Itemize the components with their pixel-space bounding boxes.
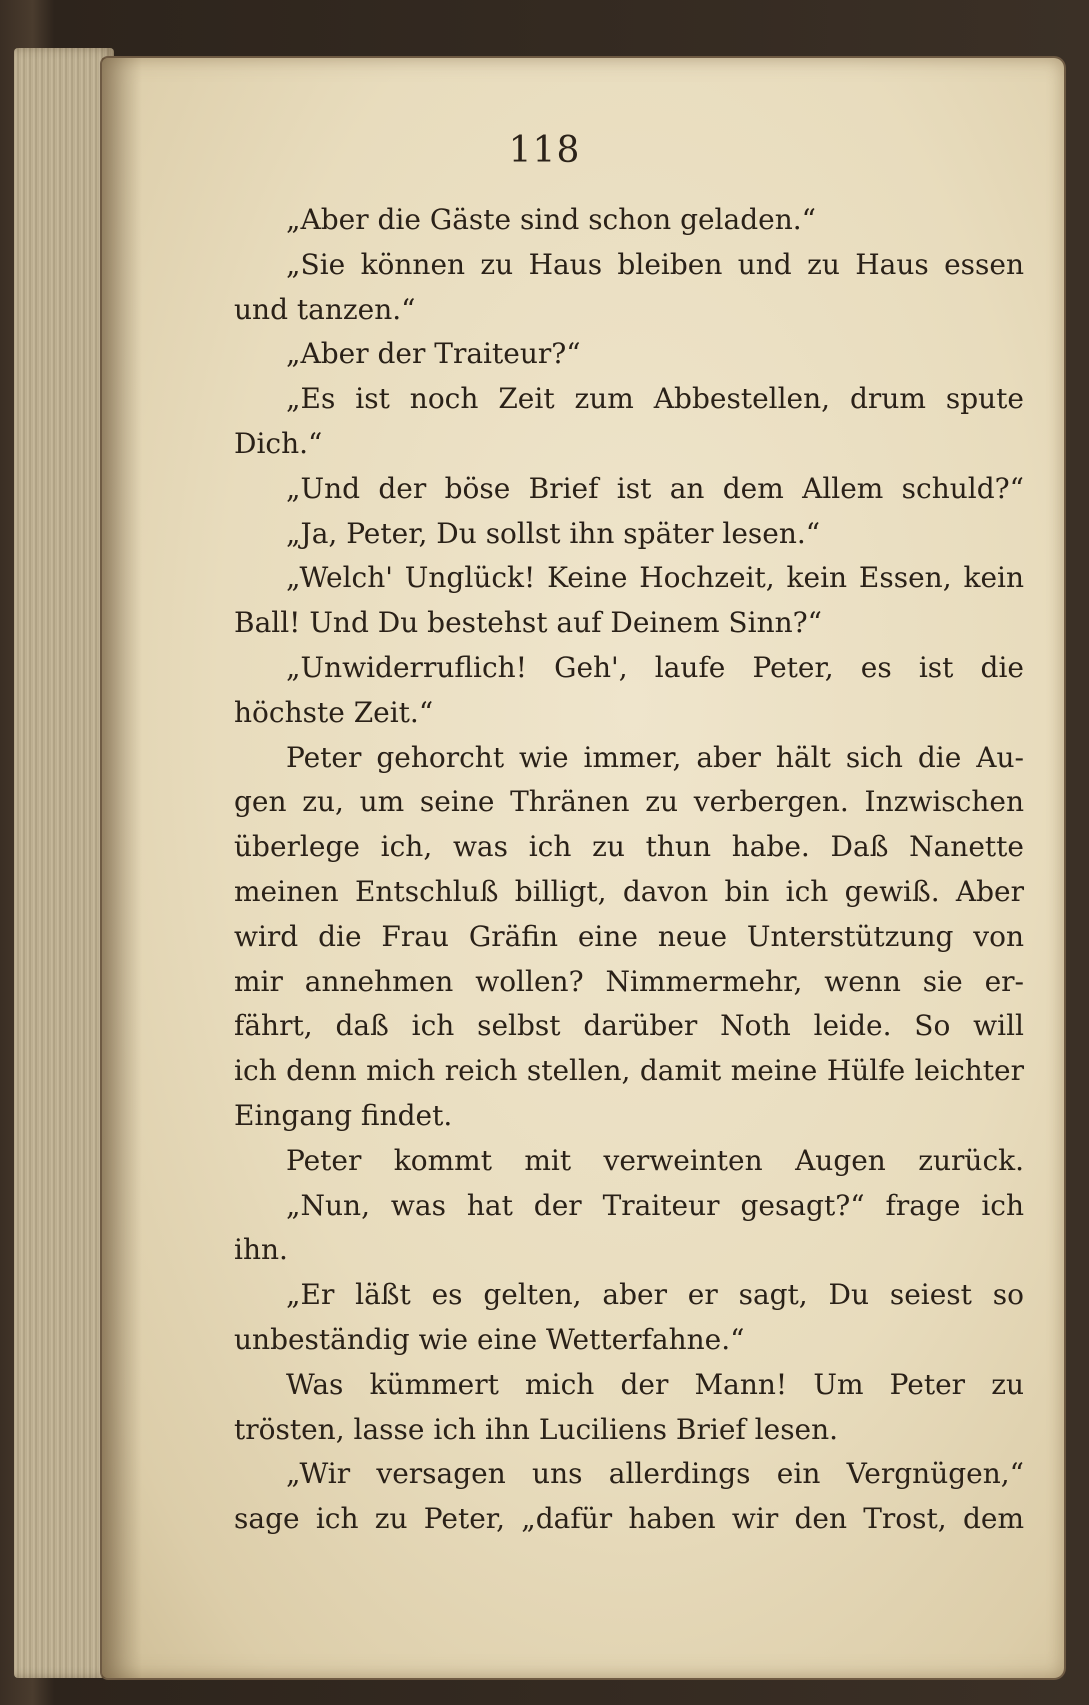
text-line: ich denn mich reich stellen, damit meine Hülfe leichter <box>234 1054 1024 1088</box>
text-line: Was kümmert mich der Mann! Um Peter zu <box>286 1367 1024 1401</box>
text-line: ihn. <box>234 1233 288 1267</box>
text-line: „Aber die Gäste sind schon geladen.“ <box>286 203 816 236</box>
text-line: „Es ist noch Zeit zum Abbestellen, drum spute <box>286 382 1024 416</box>
text-line: meinen Entschluß billigt, davon bin ich gewiß. Aber <box>234 874 1024 908</box>
text-line: Eingang findet. <box>234 1098 453 1132</box>
text-line: trösten, lasse ich ihn Luciliens Brief lesen. <box>234 1412 839 1446</box>
text-line: höchste Zeit.“ <box>234 695 434 729</box>
text-line: Ball! Und Du bestehst auf Deinem Sinn?“ <box>234 606 822 640</box>
text-line: „Nun, was hat der Traiteur gesagt?“ frage ich <box>286 1188 1024 1222</box>
text-line: „Aber der Traiteur?“ <box>286 337 581 371</box>
text-line: „Er läßt es gelten, aber er sagt, Du seiest so <box>286 1278 1024 1312</box>
text-line: Dich.“ <box>234 426 323 460</box>
text-line: mir annehmen wollen? Nimmermehr, wenn sie er- <box>234 964 1024 998</box>
text-line: gen zu, um seine Thränen zu verbergen. Inzwischen <box>234 785 1024 819</box>
page-fore-edge <box>14 48 114 1678</box>
text-line: „Wir versagen uns allerdings ein Vergnügen,“ <box>286 1457 1024 1491</box>
text-line: „Welch' Unglück! Keine Hochzeit, kein Essen, kein <box>286 561 1024 595</box>
text-line: Peter kommt mit verweinten Augen zurück. <box>286 1143 1024 1177</box>
text-line: „Ja, Peter, Du sollst ihn später lesen.“ <box>286 516 821 550</box>
text-line: unbeständig wie eine Wetterfahne.“ <box>234 1322 745 1356</box>
text-line: und tanzen.“ <box>234 292 416 326</box>
text-line: „Unwiderruflich! Geh', laufe Peter, es ist die <box>286 650 1024 684</box>
text-line: fährt, daß ich selbst darüber Noth leide. So will <box>234 1009 1024 1043</box>
text-line: wird die Frau Gräfin eine neue Unterstützung von <box>234 919 1024 953</box>
text-line: sage ich zu Peter, „dafür haben wir den Trost, dem <box>234 1502 1024 1536</box>
text-line: Peter gehorcht wie immer, aber hält sich die Au- <box>286 740 1024 774</box>
page-number: 118 <box>508 130 581 171</box>
text-line: überlege ich, was ich zu thun habe. Daß Nanette <box>234 830 1024 864</box>
text-line: „Und der böse Brief ist an dem Allem schuld?“ <box>286 471 1024 505</box>
body-text <box>234 198 1024 1542</box>
text-line: „Sie können zu Haus bleiben und zu Haus essen <box>286 247 1024 281</box>
